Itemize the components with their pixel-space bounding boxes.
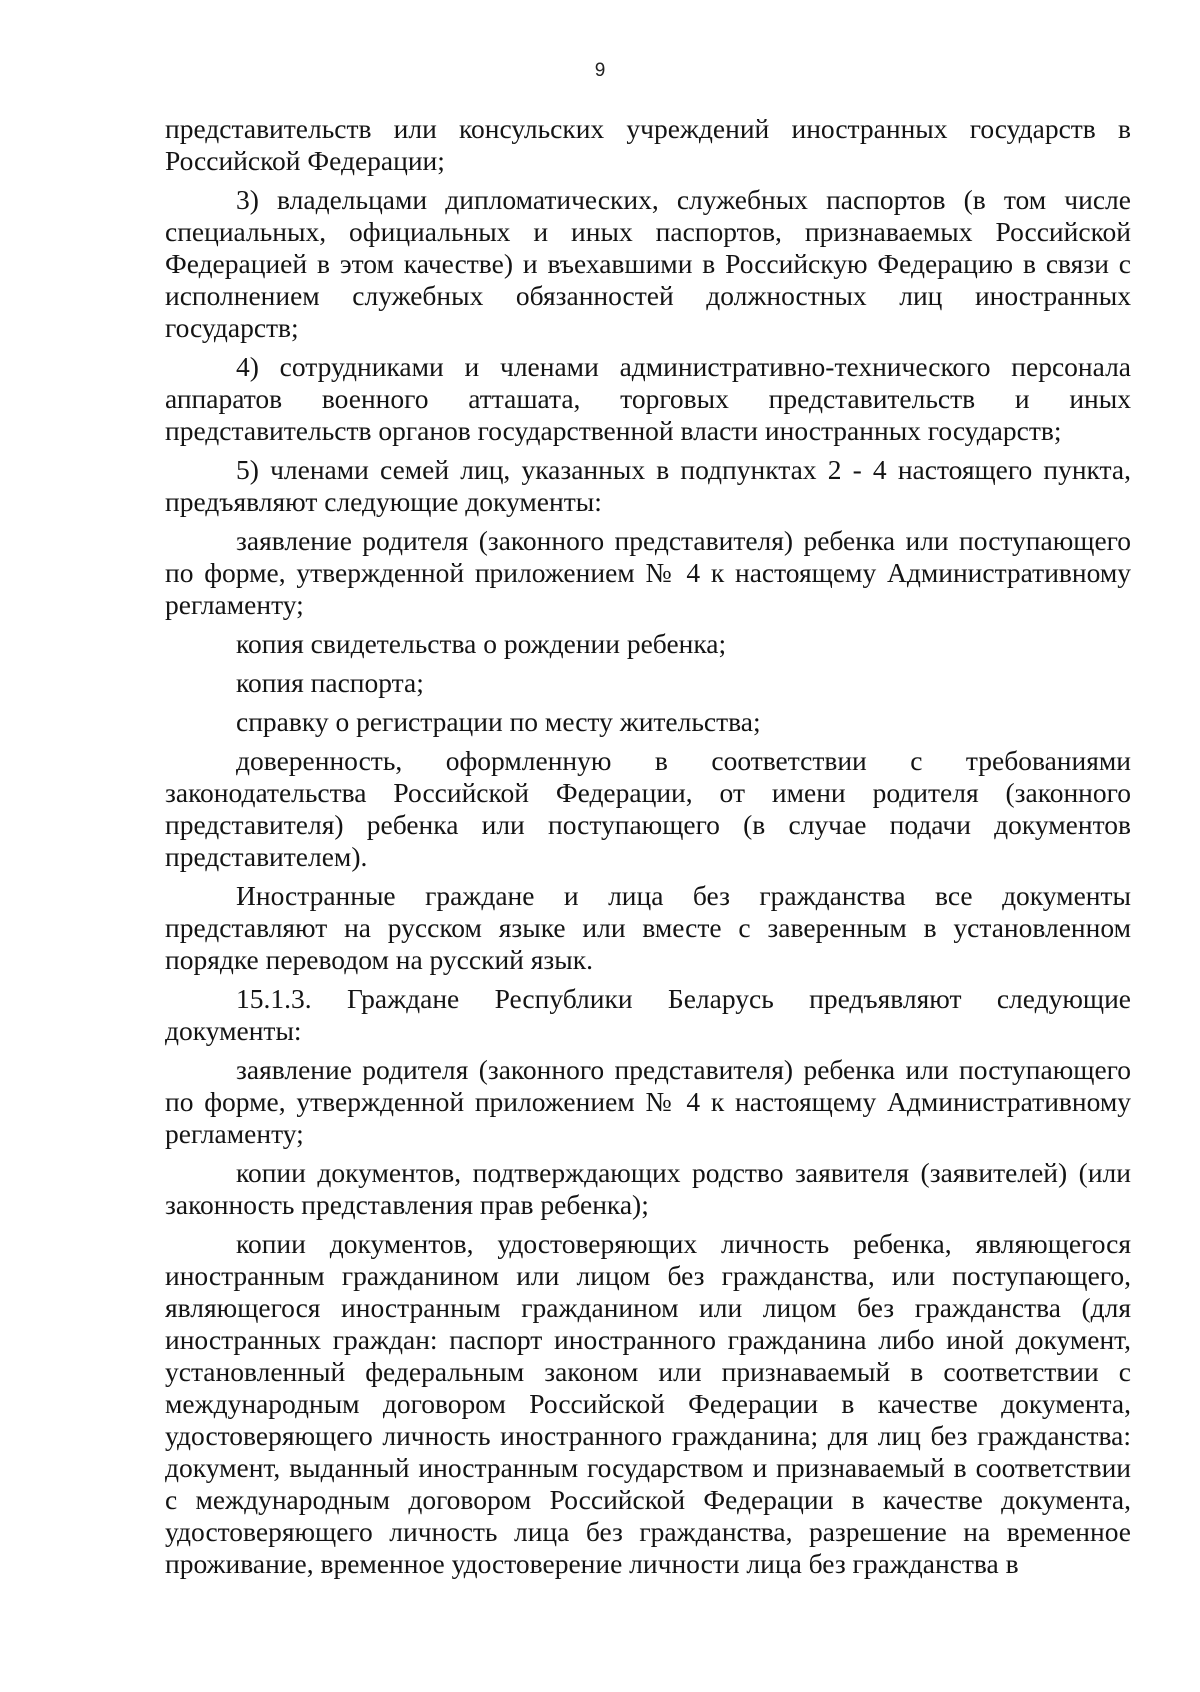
document-body (165, 113, 1131, 1587)
page-number: 9 (594, 60, 606, 81)
paragraph-foreign-citizens: Иностранные граждане и лица без гражданства все документы представляют на русском языке или вместе с заверенным в установленном порядке переводом на русский язык. (165, 880, 1131, 975)
paragraph-identity-documents: копии документов, удостоверяющих личность ребенка, являющегося иностранным гражданином или лицом без гражданства, или поступающего, являющегося иностранным гражданином или лицом без гражданства (для иностранных граждан: паспорт иностранного гражданина либо иной документ, установленный федеральным законом или признаваемый в соответствии с международным договором Российской Федерации в качестве документа, удостоверяющего личность иностранного гражданина; для лиц без гражданства: документ, выданный иностранным государством и признаваемый в соответствии с международным договором Российской Федерации в качестве документа, удостоверяющего личность лица без гражданства, разрешение на временное проживание, временное удостоверение личности лица без гражданства в (165, 1228, 1131, 1579)
paragraph-registration: справку о регистрации по месту жительства; (236, 706, 761, 737)
paragraph-item-5: 5) членами семей лиц, указанных в подпунктах 2 - 4 настоящего пункта, предъявляют следующие документы: (165, 454, 1131, 517)
paragraph-passport-copy: копия паспорта; (236, 667, 424, 698)
paragraph-birth-certificate: копия свидетельства о рождении ребенка; (236, 628, 727, 659)
paragraph-kinship-documents: копии документов, подтверждающих родство заявителя (заявителей) (или законность представления прав ребенка); (165, 1157, 1131, 1220)
paragraph-item-4: 4) сотрудниками и членами административно-технического персонала аппаратов военного атташата, торговых представительств и иных представительств органов государственной власти иностранных государств; (165, 351, 1131, 446)
paragraph-continuation: представительств или консульских учреждений иностранных государств в Российской Федерации; (165, 113, 1131, 176)
paragraph-section-15-1-3: 15.1.3. Граждане Республики Беларусь предъявляют следующие документы: (165, 983, 1131, 1046)
paragraph-item-3: 3) владельцами дипломатических, служебных паспортов (в том числе специальных, официальных и иных паспортов, признаваемых Российской Федерацией в этом качестве) и въехавшими в Российскую Федерацию в связи с исполнением служебных обязанностей должностных лиц иностранных государств; (165, 184, 1131, 343)
paragraph-application: заявление родителя (законного представителя) ребенка или поступающего по форме, утвержденной приложением № 4 к настоящему Административному регламенту; (165, 525, 1131, 620)
paragraph-application-belarus: заявление родителя (законного представителя) ребенка или поступающего по форме, утвержденной приложением № 4 к настоящему Административному регламенту; (165, 1054, 1131, 1149)
paragraph-power-of-attorney: доверенность, оформленную в соответствии с требованиями законодательства Российской Федерации, от имени родителя (законного представителя) ребенка или поступающего (в случае подачи документов представителем). (165, 745, 1131, 872)
